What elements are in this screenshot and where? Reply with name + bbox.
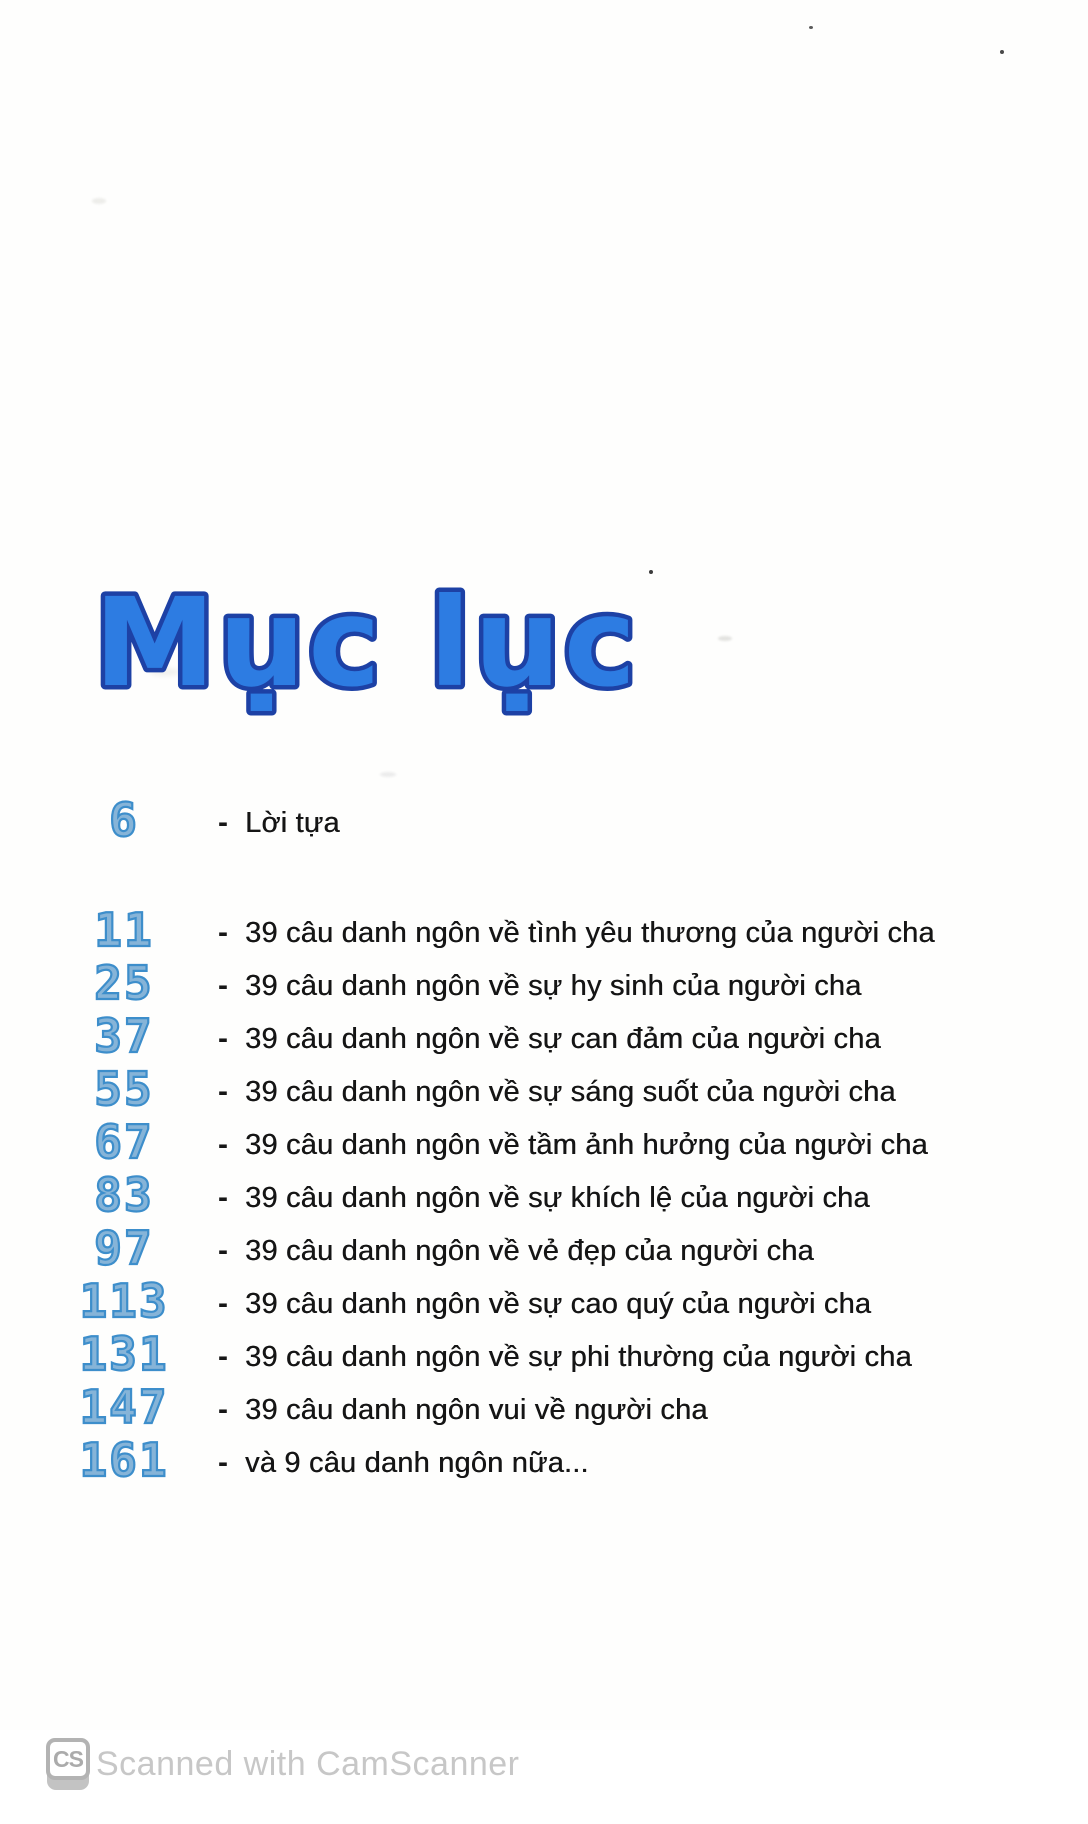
toc-page-number: 55 [94, 1062, 154, 1116]
toc-entry-title: 39 câu danh ngôn về sự khích lệ của người cha [245, 1182, 870, 1214]
toc-row [78, 793, 978, 847]
toc-dash: - [218, 1075, 228, 1108]
watermark-text: Scanned with CamScanner [96, 1745, 520, 1783]
scan-speck [809, 26, 813, 29]
toc-page-number: 25 [94, 956, 154, 1010]
toc-page-number: 113 [79, 1274, 169, 1328]
toc-dash: - [218, 1340, 228, 1373]
toc-entry-title: 39 câu danh ngôn về sự sáng suốt của người cha [245, 1076, 896, 1108]
camscanner-logo-text: CS [53, 1745, 83, 1772]
toc-entry-title: 39 câu danh ngôn về sự phi thường của người cha [245, 1341, 912, 1373]
toc-entry-title: 39 câu danh ngôn về tầm ảnh hưởng của người cha [245, 1129, 928, 1161]
toc-row [78, 1009, 978, 1063]
toc-page-number: 131 [79, 1327, 169, 1381]
toc-entry-title: 39 câu danh ngôn về vẻ đẹp của người cha [245, 1235, 814, 1267]
page-title [88, 535, 728, 745]
toc-row [78, 1327, 978, 1381]
camscanner-footer [0, 1730, 1088, 1824]
toc-dash: - [218, 969, 228, 1002]
toc-row [78, 903, 978, 957]
toc-dash: - [218, 1287, 228, 1320]
toc-entry-title: 39 câu danh ngôn về tình yêu thương của người cha [245, 917, 935, 949]
camscanner-logo-icon [46, 1738, 90, 1792]
camscanner-logo-box [46, 1738, 90, 1780]
toc-entry-title: 39 câu danh ngôn về sự cao quý của người cha [245, 1288, 872, 1320]
toc-entry-title: 39 câu danh ngôn vui về người cha [245, 1394, 708, 1426]
toc-row [78, 1168, 978, 1222]
toc-page-number: 161 [79, 1433, 169, 1487]
toc-dash: - [218, 1234, 228, 1267]
toc-entry-title: 39 câu danh ngôn về sự hy sinh của người cha [245, 970, 862, 1002]
toc-dash: - [218, 1128, 228, 1161]
toc-dash: - [218, 1022, 228, 1055]
toc-page-number: 6 [109, 793, 139, 847]
toc-dash: - [218, 1181, 228, 1214]
toc-page-number: 83 [94, 1168, 154, 1222]
toc-row [78, 1221, 978, 1275]
toc-dash: - [218, 1393, 228, 1426]
toc-page-number: 67 [94, 1115, 154, 1169]
toc-row [78, 956, 978, 1010]
scan-smudge [92, 198, 106, 204]
toc-page-number: 11 [94, 903, 154, 957]
toc-row [78, 1115, 978, 1169]
toc-entry-title: Lời tựa [245, 807, 340, 839]
toc-row [78, 1274, 978, 1328]
toc-entry-title: và 9 câu danh ngôn nữa... [245, 1447, 589, 1479]
toc-row [78, 1433, 978, 1487]
toc-dash: - [218, 1446, 228, 1479]
scan-speck [1000, 50, 1004, 54]
scan-smudge [380, 772, 396, 777]
toc-dash: - [218, 806, 228, 839]
toc-row [78, 1062, 978, 1116]
page-title-text: Mục lục [94, 572, 640, 714]
toc-page-number: 37 [94, 1009, 154, 1063]
toc-dash: - [218, 916, 228, 949]
toc-page-number: 147 [79, 1380, 169, 1434]
toc-row [78, 1380, 978, 1434]
toc-page-number: 97 [94, 1221, 154, 1275]
toc-entry-title: 39 câu danh ngôn về sự can đảm của người cha [245, 1023, 881, 1055]
